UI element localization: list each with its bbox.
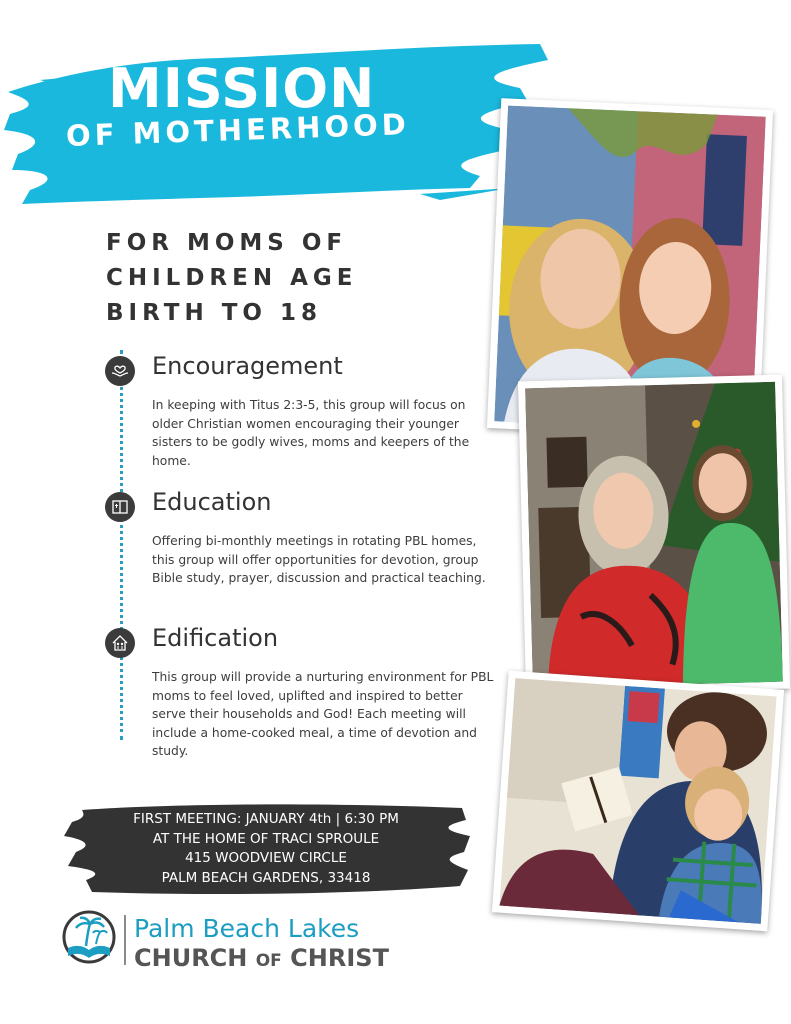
section-body-education: Offering bi-monthly meetings in rotating PBL homes, this group will offer opportunities for devotion, group Bible study, prayer, discussion and practical teaching. bbox=[152, 534, 486, 585]
audience-heading: FOR MOMS OF CHILDREN AGE BIRTH TO 18 bbox=[106, 230, 358, 326]
meeting-host: AT THE HOME OF TRACI SPROULE bbox=[152, 830, 380, 847]
logo-divider bbox=[124, 915, 126, 965]
photo-reading-bible-child bbox=[492, 671, 784, 932]
logo-church-of-christ bbox=[134, 944, 389, 972]
photo-women-christmas-tree bbox=[518, 375, 790, 696]
bible-book-icon bbox=[105, 492, 135, 522]
meeting-street: 415 WOODVIEW CIRCLE bbox=[185, 850, 347, 866]
meeting-date-time: FIRST MEETING: JANUARY 4th | 6:30 PM bbox=[133, 811, 399, 827]
logo-word-of: OF bbox=[255, 951, 282, 971]
section-heading-encouragement: Encouragement bbox=[152, 352, 343, 380]
section-heading-edification: Edification bbox=[152, 624, 279, 652]
church-logo-icon bbox=[60, 910, 118, 968]
section-body-encouragement: In keeping with Titus 2:3-5, this group will focus on older Christian women encouraging their younger sisters to be godly wives, moms and keepers of the home. bbox=[152, 398, 470, 468]
section-heading-education: Education bbox=[152, 488, 272, 516]
heart-hands-icon bbox=[105, 356, 135, 386]
home-family-icon bbox=[105, 628, 135, 658]
meeting-city: PALM BEACH GARDENS, 33418 bbox=[161, 869, 371, 886]
section-body-edification: This group will provide a nurturing environment for PBL moms to feel loved, uplifted and inspired to better serve their households and God! Each meeting will include a home-cooked meal, a time of devotion and study. bbox=[152, 670, 494, 758]
logo-word-christ: CHRIST bbox=[290, 944, 389, 972]
logo-word-church: CHURCH bbox=[134, 944, 248, 972]
timeline-dotted-line bbox=[120, 350, 123, 740]
page-subtitle: OF MOTHERHOOD bbox=[65, 107, 411, 153]
page-title: MISSION bbox=[108, 57, 376, 120]
meeting-details bbox=[92, 810, 440, 888]
logo-church-name: Palm Beach Lakes bbox=[134, 914, 360, 943]
